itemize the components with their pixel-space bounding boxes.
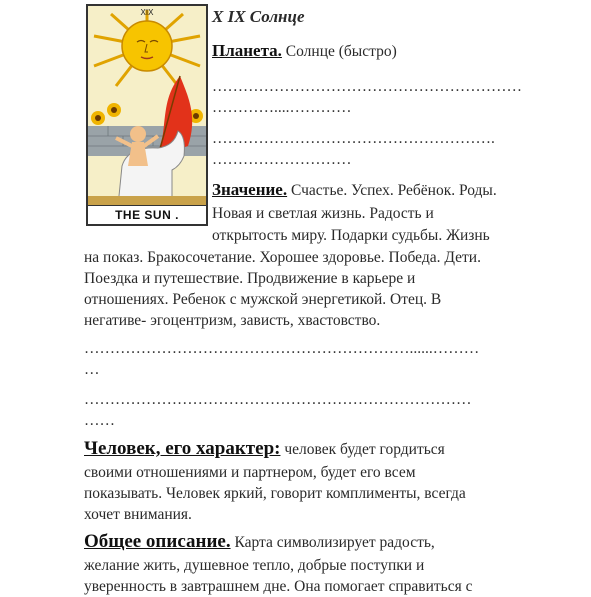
general-label: Общее описание. — [84, 531, 231, 552]
general-line-1 — [84, 531, 435, 553]
tarot-card-the-sun — [86, 4, 208, 226]
meaning-text-1: Счастье. Успех. Ребёнок. Роды. — [287, 182, 497, 199]
planet-label: Планета. — [212, 41, 282, 60]
card-number: XIX — [140, 8, 154, 17]
sun-card-illustration — [88, 6, 206, 206]
general-line-2: желание жить, душевное тепло, добрые поступки и — [84, 557, 425, 574]
character-line-4: хочет внимания. — [84, 506, 192, 523]
meaning-line-2: Новая и светлая жизнь. Радость и — [212, 205, 434, 222]
card-caption: THE SUN . — [88, 205, 206, 224]
planet-value: Солнце (быстро) — [281, 43, 397, 60]
character-label: Человек, его характер: — [84, 438, 281, 459]
meaning-line-6: отношениях. Ребенок с мужской энергетикой. Отец. В — [84, 291, 442, 308]
blank-line-6: … — [84, 361, 100, 378]
character-line-3: показывать. Человек яркий, говорит комплименты, всегда — [84, 485, 466, 502]
general-text-1: Карта символизирует радость, — [230, 534, 435, 551]
character-line-1 — [84, 438, 445, 460]
general-line-3: уверенность в завтрашнем дне. Она помогает справиться с — [84, 578, 473, 595]
page-title: X IX Солнце — [212, 7, 305, 26]
meaning-line-5: Поездка и путешествие. Продвижение в карьере и — [84, 270, 416, 287]
planet-line — [212, 40, 397, 62]
blank-line-7: ………………………………………………………………… — [84, 391, 472, 408]
meaning-line-1 — [212, 179, 497, 201]
meaning-line-3: открытость миру. Подарки судьбы. Жизнь — [212, 227, 490, 244]
meaning-label: Значение. — [212, 180, 288, 199]
meaning-line-4: на показ. Бракосочетание. Хорошее здоровье. Победа. Дети. — [84, 249, 481, 266]
blank-line-3: ………………………………………………. — [212, 130, 495, 147]
blank-line-8: …… — [84, 412, 115, 429]
blank-line-5: ………………………………………………………......……… — [84, 340, 480, 357]
meaning-line-7: негативе- эгоцентризм, зависть, хвастовство. — [84, 312, 381, 329]
blank-line-1: …………………………………………………… — [212, 78, 522, 95]
blank-line-4: ……………………… — [212, 151, 352, 168]
character-text-1: человек будет гордиться — [280, 441, 445, 458]
character-line-2: своими отношениями и партнером, будет его всем — [84, 464, 416, 481]
blank-line-2: …………....………… — [212, 99, 352, 116]
